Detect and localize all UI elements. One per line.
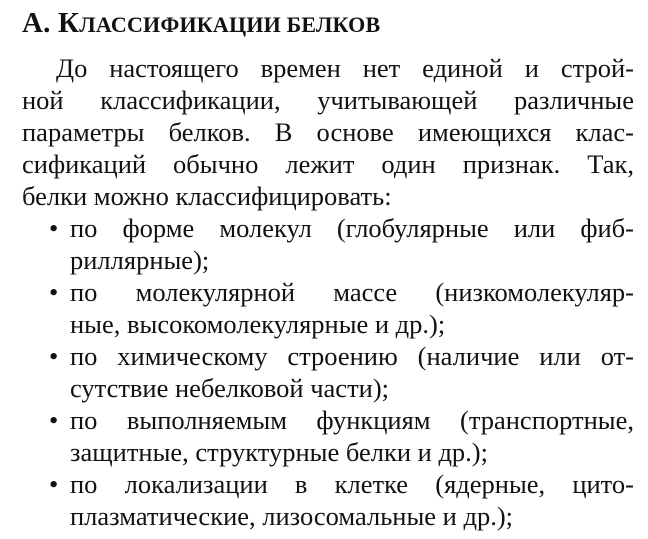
list-item-line: по выполняемым функциям (транспортные, [70, 405, 634, 435]
heading-capital: К [58, 7, 80, 39]
bullet-icon: • [49, 405, 59, 435]
paragraph-line: сификаций обычно лежит один признак. Так, [22, 149, 634, 179]
paragraph-line: параметры белков. В основе имеющихся клас- [22, 117, 634, 147]
heading-rest: ЛАССИФИКАЦИИ БЕЛКОВ [79, 12, 381, 37]
paragraph-line: До настоящего времен нет единой и строй- [56, 53, 634, 83]
bullet-icon: • [49, 341, 59, 371]
bullet-icon: • [49, 469, 59, 499]
list-item-line: по молекулярной массе (низкомолекуляр- [70, 277, 634, 307]
bullet-icon: • [49, 277, 59, 307]
list-item-line: сутствие небелковой части); [70, 373, 390, 403]
bullet-icon: • [49, 213, 59, 243]
classification-list [22, 212, 634, 532]
list-item [22, 468, 634, 532]
list-item-line: плазматические, лизосомальные и др.); [70, 501, 514, 531]
list-item [22, 404, 634, 468]
list-item-line: по химическому строению (наличие или от- [70, 341, 634, 371]
body-text [22, 52, 634, 532]
list-item-line: защитные, структурные белки и др.); [70, 437, 488, 467]
list-item [22, 276, 634, 340]
list-item-line: по форме молекул (глобулярные или фиб- [70, 213, 634, 243]
list-item-line: ные, высокомолекулярные и др.); [70, 309, 446, 339]
intro-paragraph [22, 52, 634, 212]
document-page [22, 6, 634, 532]
list-item-line: риллярные); [70, 245, 210, 275]
list-item-line: по локализации в клетке (ядерные, цито- [70, 469, 634, 499]
heading-prefix: А. [22, 7, 59, 39]
list-item [22, 212, 634, 276]
section-heading [22, 6, 634, 42]
paragraph-line: белки можно классифицировать: [22, 181, 392, 211]
list-item [22, 340, 634, 404]
paragraph-line: ной классификации, учитывающей различные [22, 85, 634, 115]
